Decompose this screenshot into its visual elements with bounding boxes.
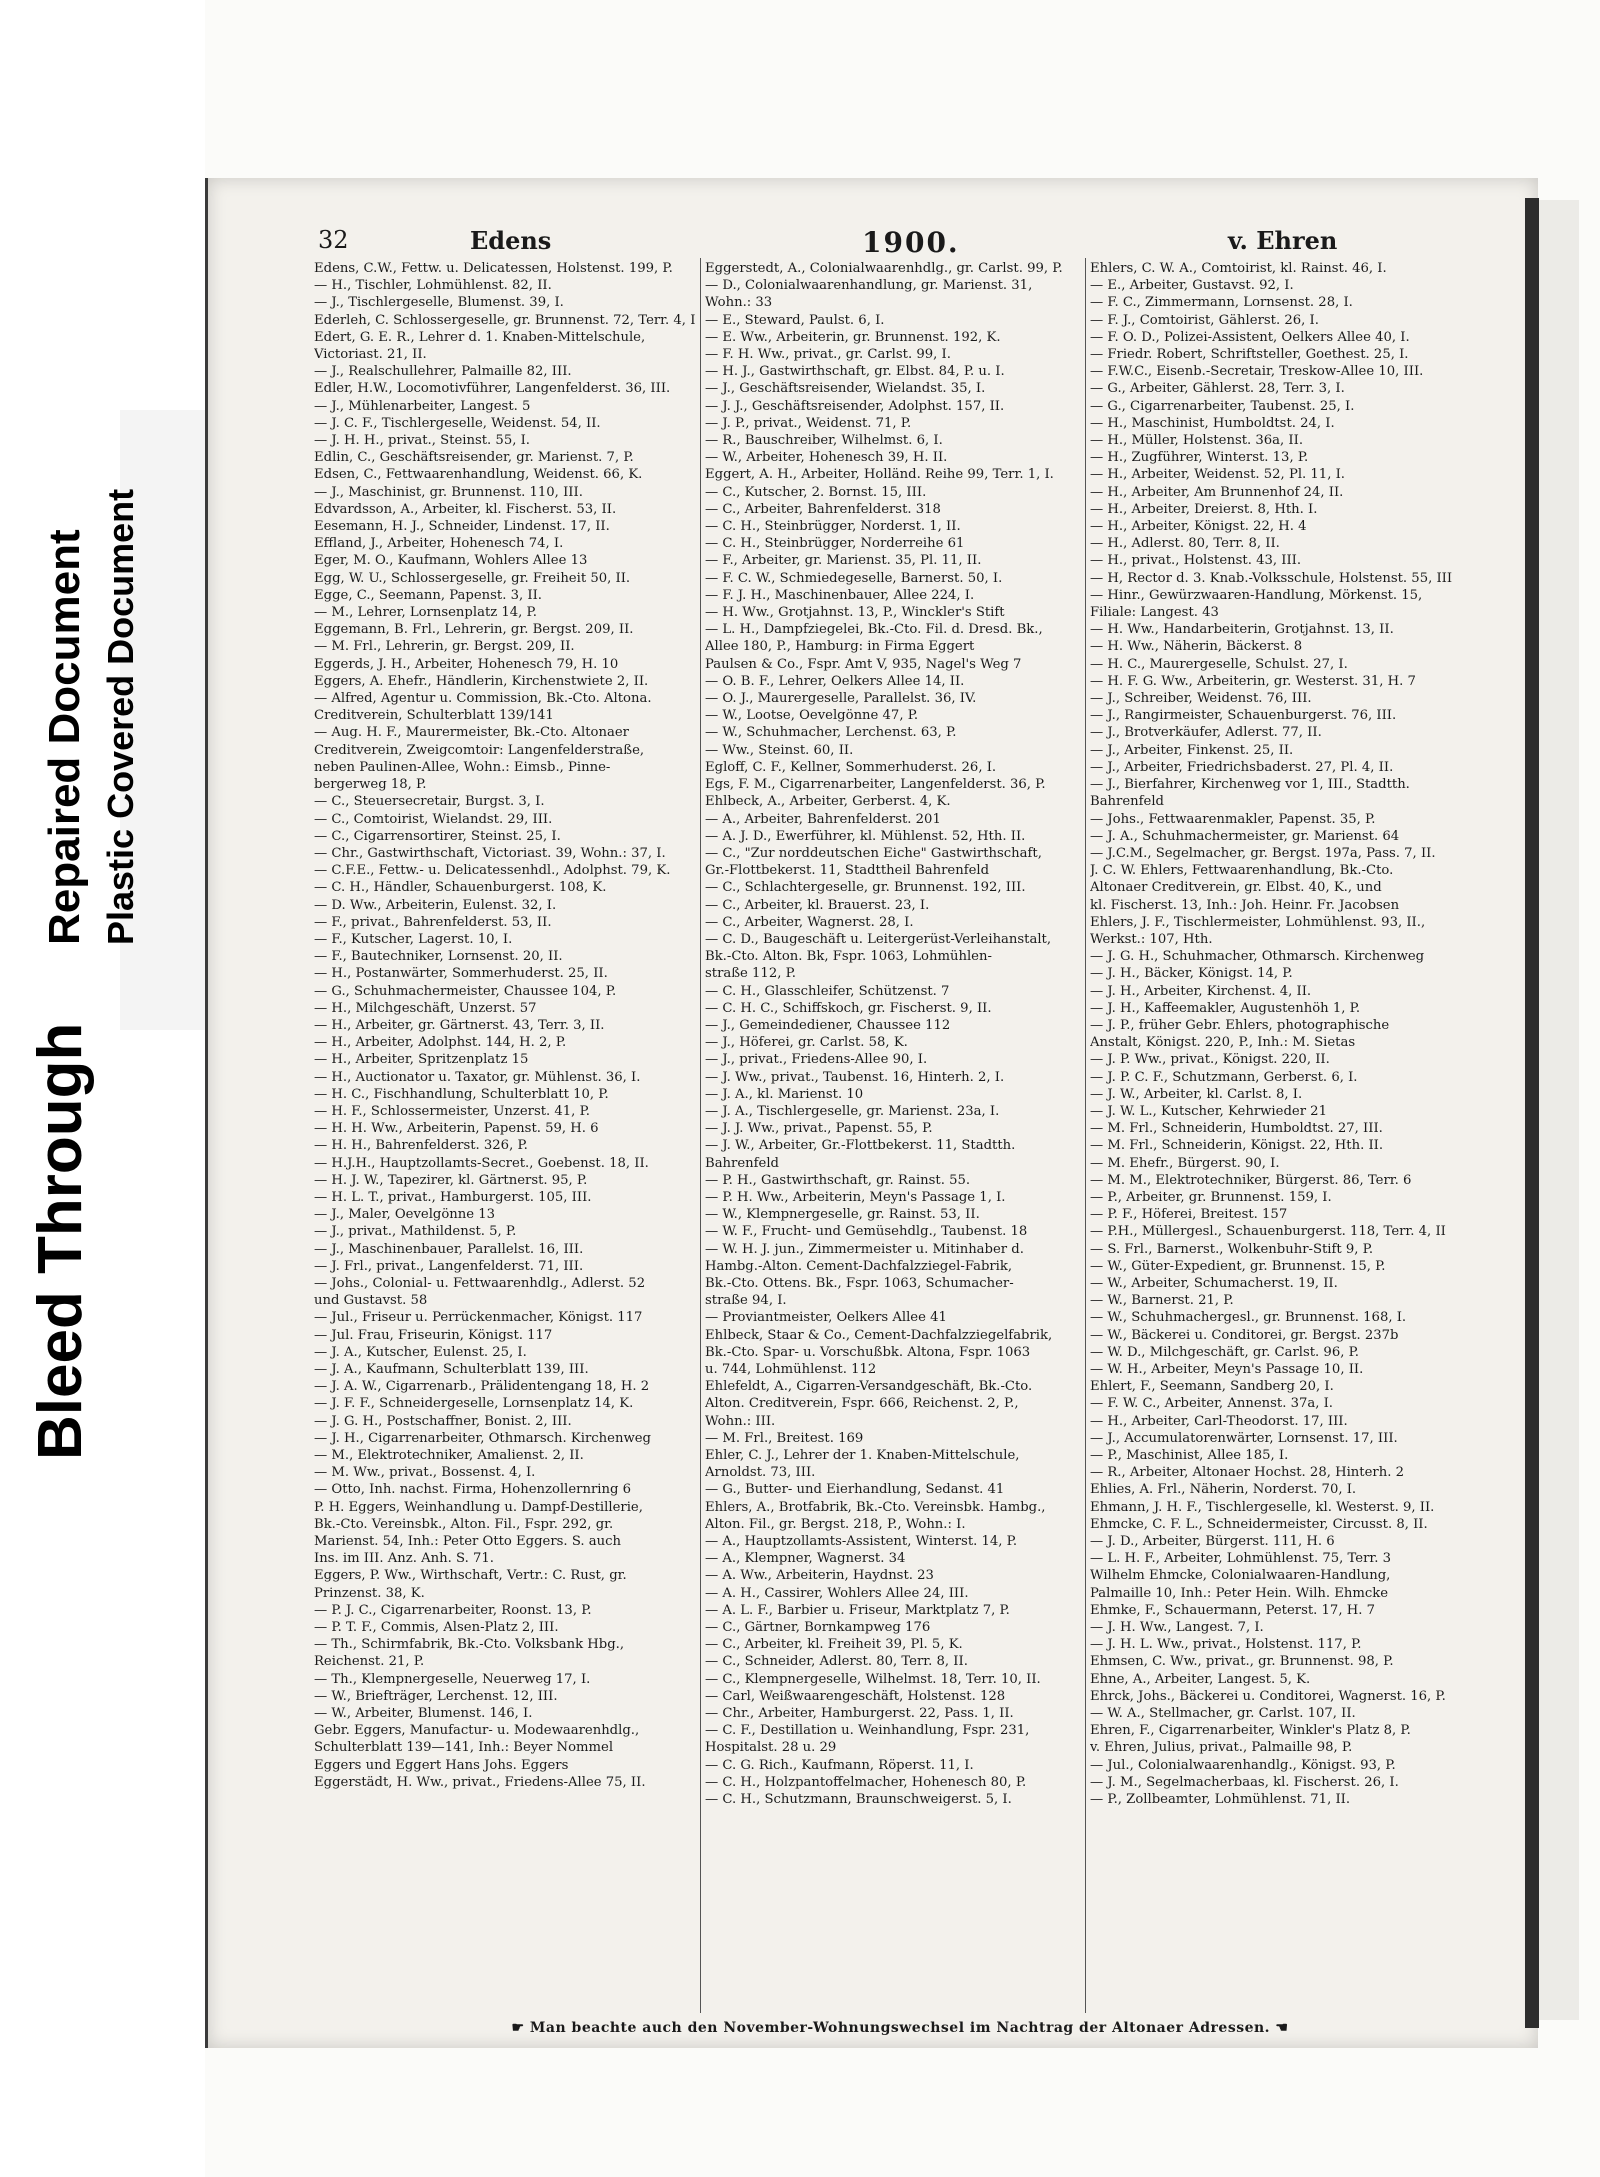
- directory-entry: — H., Müller, Holstenst. 36a, II.: [1090, 433, 1304, 449]
- directory-entry: Ehlbeck, Staar & Co., Cement-Dachfalzziegelfabrik,: [705, 1327, 1053, 1343]
- directory-entry: Ehler, C. J., Lehrer der 1. Knaben-Mittelschule,: [705, 1448, 1020, 1464]
- directory-entry: — J. H. H., privat., Steinst. 55, I.: [314, 433, 531, 449]
- directory-entry: — H., Arbeiter, Spritzenplatz 15: [314, 1052, 529, 1068]
- directory-entry: — S. Frl., Barnerst., Wolkenbuhr-Stift 9, P.: [1090, 1241, 1374, 1257]
- directory-entry: — C., Schneider, Adlerst. 80, Terr. 8, II.: [705, 1654, 968, 1670]
- directory-entry: — M. Frl., Schneiderin, Königst. 22, Hth. II.: [1090, 1138, 1384, 1154]
- directory-entry: — C., "Zur norddeutschen Eiche" Gastwirthschaft,: [705, 845, 1042, 861]
- directory-entry: Marienst. 54, Inh.: Peter Otto Eggers. S. auch: [314, 1534, 622, 1550]
- directory-entry: — M. Ww., privat., Bossenst. 4, I.: [314, 1465, 536, 1481]
- directory-entry: — W. H. J. jun., Zimmermeister u. Mitinhaber d.: [705, 1241, 1024, 1257]
- directory-entry: Altonaer Creditverein, gr. Elbst. 40, K., und: [1090, 880, 1382, 896]
- directory-entry: Egge, C., Seemann, Papenst. 3, II.: [314, 587, 542, 603]
- directory-entry: Ehmcke, C. F. L., Schneidermeister, Circusst. 8, II.: [1090, 1516, 1428, 1532]
- directory-entry: Ehmke, F., Schauermann, Peterst. 17, H. 7: [1090, 1602, 1375, 1618]
- directory-entry: — J., Arbeiter, Friedrichsbaderst. 27, Pl. 4, II.: [1090, 759, 1394, 775]
- directory-entry: — J., Maschinenbauer, Parallelst. 16, III.: [314, 1241, 584, 1257]
- directory-entry: Ehrck, Johs., Bäckerei u. Conditorei, Wagnerst. 16, P.: [1090, 1688, 1446, 1704]
- directory-entry: — J. A., Kaufmann, Schulterblatt 139, III.: [314, 1362, 589, 1377]
- directory-entry: — C., Steuersecretair, Burgst. 3, I.: [314, 794, 545, 810]
- directory-entry: — J. J. Ww., privat., Papenst. 55, P.: [705, 1121, 933, 1137]
- directory-entry: — C. G. Rich., Kaufmann, Röperst. 11, I.: [705, 1757, 974, 1773]
- directory-entry: — R., Bauschreiber, Wilhelmst. 6, I.: [705, 433, 943, 449]
- directory-entry: — Otto, Inh. nachst. Firma, Hohenzollernring 6: [314, 1482, 631, 1498]
- directory-entry: neben Paulinen-Allee, Wohn.: Eimsb., Pinne-: [314, 759, 611, 775]
- directory-entry: — F., Arbeiter, gr. Marienst. 35, Pl. 11, II.: [705, 553, 982, 569]
- directory-entry: — J. A., kl. Marienst. 10: [705, 1086, 864, 1102]
- directory-entry: — Th., Schirmfabrik, Bk.-Cto. Volksbank Hbg.,: [314, 1637, 625, 1653]
- directory-entry: — C., Arbeiter, kl. Brauerst. 23, I.: [705, 897, 930, 913]
- label-repaired-document: Repaired Document: [40, 529, 89, 945]
- directory-entry: — D., Colonialwaarenhandlung, gr. Marienst. 31,: [705, 278, 1033, 294]
- directory-entry: Ehlbeck, A., Arbeiter, Gerberst. 4, K.: [705, 794, 951, 810]
- directory-entry: Edsen, C., Fettwaarenhandlung, Weidenst. 66, K.: [314, 467, 643, 483]
- directory-entry: P. H. Eggers, Weinhandlung u. Dampf-Destillerie,: [314, 1499, 643, 1515]
- directory-entry: Bk.-Cto. Vereinsbk., Alton. Fil., Fspr. 292, gr.: [314, 1516, 614, 1532]
- directory-entry: — J.C.M., Segelmacher, gr. Bergst. 197a, Pass. 7, II.: [1090, 845, 1436, 861]
- directory-entry: — J. H., Arbeiter, Kirchenst. 4, II.: [1090, 983, 1312, 999]
- running-head-right: v. Ehren: [1228, 226, 1338, 255]
- directory-entry: — E., Steward, Paulst. 6, I.: [705, 312, 885, 328]
- directory-entry: — J. P., früher Gebr. Ehlers, photographische: [1090, 1017, 1390, 1033]
- directory-entry: — P. T. F., Commis, Alsen-Platz 2, III.: [314, 1620, 559, 1636]
- directory-entry: — W. H., Arbeiter, Meyn's Passage 10, II.: [1090, 1362, 1364, 1377]
- directory-entry: — J. W., Arbeiter, Gr.-Flottbekerst. 11, Stadtth.: [705, 1138, 1016, 1154]
- directory-entry: Wohn.: III.: [705, 1413, 776, 1429]
- directory-column-3: [1090, 260, 1490, 1808]
- directory-entry: Eggers, P. Ww., Wirthschaft, Vertr.: C. Rust, gr.: [314, 1568, 627, 1584]
- directory-entry: Ehmann, J. H. F., Tischlergeselle, kl. Westerst. 9, II.: [1090, 1499, 1435, 1515]
- directory-entry: — Jul. Frau, Friseurin, Königst. 117: [314, 1327, 553, 1343]
- directory-entry: — G., Arbeiter, Gählerst. 28, Terr. 3, I.: [1090, 381, 1345, 397]
- directory-entry: Werkst.: 107, Hth.: [1090, 931, 1213, 947]
- directory-entry: — J. M., Segelmacherbaas, kl. Fischerst. 26, I.: [1090, 1774, 1399, 1790]
- directory-entry: — C., Arbeiter, kl. Freiheit 39, Pl. 5, K.: [705, 1637, 963, 1653]
- directory-entry: — F., Bautechniker, Lornsenst. 20, II.: [314, 949, 563, 965]
- directory-entry: — J. F. F., Schneidergeselle, Lornsenplatz 14, K.: [314, 1396, 634, 1412]
- directory-entry: — J., privat., Mathildenst. 5, P.: [314, 1224, 517, 1240]
- directory-entry: Edvardsson, A., Arbeiter, kl. Fischerst. 53, II.: [314, 501, 617, 517]
- directory-entry: — J., Accumulatorenwärter, Lornsenst. 17, III.: [1090, 1430, 1398, 1446]
- directory-entry: Eggert, A. H., Arbeiter, Holländ. Reihe 99, Terr. 1, I.: [705, 467, 1054, 483]
- directory-entry: Alton. Fil., gr. Bergst. 218, P., Wohn.: I.: [705, 1516, 966, 1532]
- directory-entry: — P. H. Ww., Arbeiterin, Meyn's Passage 1, I.: [705, 1189, 1006, 1205]
- directory-entry: — L. H. F., Arbeiter, Lohmühlenst. 75, Terr. 3: [1090, 1551, 1392, 1567]
- directory-entry: — P. J. C., Cigarrenarbeiter, Roonst. 13, P.: [314, 1602, 592, 1618]
- directory-entry: — Alfred, Agentur u. Commission, Bk.-Cto. Altona.: [314, 691, 652, 707]
- page-number: 32: [318, 226, 349, 254]
- directory-entry: — M. M., Elektrotechniker, Bürgerst. 86, Terr. 6: [1090, 1172, 1412, 1188]
- directory-entry: Arnoldst. 73, III.: [705, 1465, 816, 1481]
- directory-entry: Ins. im III. Anz. Anh. S. 71.: [314, 1551, 494, 1567]
- directory-entry: — J. G. H., Postschaffner, Bonist. 2, III.: [314, 1413, 572, 1429]
- directory-entry: — A. H., Cassirer, Wohlers Allee 24, III.: [705, 1585, 969, 1601]
- directory-entry: — J. A., Schuhmachermeister, gr. Marienst. 64: [1090, 828, 1400, 844]
- directory-entry: — J. P. Ww., privat., Königst. 220, II.: [1090, 1052, 1330, 1068]
- directory-entry: — J. Frl., privat., Langenfelderst. 71, III.: [314, 1258, 584, 1274]
- directory-entry: — H. H., Bahrenfelderst. 326, P.: [314, 1138, 528, 1154]
- directory-entry: — M. Ehefr., Bürgerst. 90, I.: [1090, 1155, 1280, 1171]
- directory-entry: — J., Höferei, gr. Carlst. 58, K.: [705, 1035, 908, 1051]
- directory-entry: — Johs., Colonial- u. Fettwaarenhdlg., Adlerst. 52: [314, 1275, 646, 1291]
- directory-entry: — J., Mühlenarbeiter, Langest. 5: [314, 398, 531, 414]
- directory-entry: — W., Güter-Expedient, gr. Brunnenst. 15, P.: [1090, 1258, 1386, 1274]
- directory-column-1: [314, 260, 714, 1791]
- directory-entry: — J., Maschinist, gr. Brunnenst. 110, III.: [314, 484, 583, 500]
- directory-entry: — E. Ww., Arbeiterin, gr. Brunnenst. 192, K.: [705, 329, 1001, 345]
- directory-entry: — W., Bäckerei u. Conditorei, gr. Bergst. 237b: [1090, 1327, 1399, 1343]
- directory-entry: — E., Arbeiter, Gustavst. 92, I.: [1090, 278, 1294, 294]
- directory-entry: Ehlers, A., Brotfabrik, Bk.-Cto. Vereinsbk. Hambg.,: [705, 1499, 1046, 1515]
- directory-entry: — F. H. Ww., privat., gr. Carlst. 99, I.: [705, 347, 951, 363]
- directory-entry: — P.H., Müllergesl., Schauenburgerst. 118, Terr. 4, II: [1090, 1224, 1446, 1240]
- directory-entry: — Aug. H. F., Maurermeister, Bk.-Cto. Altonaer: [314, 725, 629, 741]
- directory-entry: — J., privat., Friedens-Allee 90, I.: [705, 1052, 928, 1068]
- directory-entry: — H. J. W., Tapezirer, kl. Gärtnerst. 95, P.: [314, 1172, 588, 1188]
- directory-entry: Alton. Creditverein, Fspr. 666, Reichenst. 2, P.,: [705, 1396, 1019, 1412]
- directory-entry: Filiale: Langest. 43: [1090, 605, 1219, 621]
- directory-entry: — H. F., Schlossermeister, Unzerst. 41, P.: [314, 1103, 590, 1119]
- directory-entry: — H., Arbeiter, Adolphst. 144, H. 2, P.: [314, 1035, 567, 1051]
- directory-entry: — Friedr. Robert, Schriftsteller, Goethest. 25, I.: [1090, 347, 1409, 363]
- directory-entry: — H., Arbeiter, gr. Gärtnerst. 43, Terr. 3, II.: [314, 1017, 605, 1033]
- directory-entry: Gr.-Flottbekerst. 11, Stadttheil Bahrenfeld: [705, 863, 990, 879]
- directory-entry: — G., Schuhmachermeister, Chaussee 104, P.: [314, 983, 617, 999]
- directory-entry: Ehlefeldt, A., Cigarren-Versandgeschäft, Bk.-Cto.: [705, 1379, 1033, 1395]
- directory-entry: Bahrenfeld: [1090, 794, 1164, 810]
- directory-entry: — J. P., privat., Weidenst. 71, P.: [705, 415, 912, 431]
- directory-entry: — A. Ww., Arbeiterin, Haydnst. 23: [705, 1568, 934, 1584]
- directory-entry: Bk.-Cto. Alton. Bk, Fspr. 1063, Lohmühlen-: [705, 949, 992, 965]
- directory-entry: — A., Klempner, Wagnerst. 34: [705, 1551, 906, 1567]
- directory-entry: — C., Arbeiter, Bahrenfelderst. 318: [705, 501, 941, 517]
- directory-entry: — W., Arbeiter, Blumenst. 146, I.: [314, 1706, 533, 1722]
- page-edge-shadow: [1525, 198, 1539, 2028]
- directory-entry: — J. H., Kaffeemakler, Augustenhöh 1, P.: [1090, 1000, 1361, 1016]
- directory-entry: — P., Zollbeamter, Lohmühlenst. 71, II.: [1090, 1792, 1351, 1808]
- directory-entry: — Chr., Gastwirthschaft, Victoriast. 39, Wohn.: 37, I.: [314, 845, 666, 861]
- directory-entry: — H., Maschinist, Humboldtst. 24, I.: [1090, 415, 1335, 431]
- directory-entry: — J. W. L., Kutscher, Kehrwieder 21: [1090, 1103, 1327, 1119]
- directory-entry: Egs, F. M., Cigarrenarbeiter, Langenfelderst. 36, P.: [705, 777, 1046, 793]
- directory-entry: Eggemann, B. Frl., Lehrerin, gr. Bergst. 209, II.: [314, 622, 634, 638]
- directory-entry: kl. Fischerst. 13, Inh.: Joh. Heinr. Fr. Jacobsen: [1090, 897, 1400, 913]
- directory-entry: — O. J., Maurergeselle, Parallelst. 36, IV.: [705, 691, 977, 707]
- directory-entry: bergerweg 18, P.: [314, 777, 427, 793]
- directory-entry: Hospitalst. 28 u. 29: [705, 1740, 837, 1756]
- directory-entry: — C., Comtoirist, Wielandst. 29, III.: [314, 811, 553, 827]
- directory-entry: Ehmsen, C. Ww., privat., gr. Brunnenst. 98, P.: [1090, 1654, 1394, 1670]
- directory-entry: — H., Arbeiter, Weidenst. 52, Pl. 11, I.: [1090, 467, 1345, 483]
- directory-entry: — C. H., Schutzmann, Braunschweigerst. 5, I.: [705, 1792, 1012, 1808]
- directory-entry: u. 744, Lohmühlenst. 112: [705, 1362, 877, 1377]
- directory-entry: — A. J. D., Ewerführer, kl. Mühlenst. 52, Hth. II.: [705, 828, 1026, 844]
- footer-notice: ☛ Man beachte auch den November-Wohnungswechsel im Nachtrag der Altonaer Adressen. ☚: [511, 2020, 1289, 2036]
- directory-entry: — C. D., Baugeschäft u. Leitergerüst-Verleihanstalt,: [705, 931, 1052, 947]
- directory-entry: — C., Schlachtergeselle, gr. Brunnenst. 192, III.: [705, 880, 1026, 896]
- directory-entry: — G., Cigarrenarbeiter, Taubenst. 25, I.: [1090, 398, 1355, 414]
- directory-entry: Ehlers, C. W. A., Comtoirist, kl. Rainst. 46, I.: [1090, 261, 1387, 276]
- label-plastic-covered-document: Plastic Covered Document: [100, 488, 141, 945]
- directory-entry: Gebr. Eggers, Manufactur- u. Modewaarenhdlg.,: [314, 1723, 640, 1739]
- directory-entry: Effland, J., Arbeiter, Hohenesch 74, I.: [314, 536, 564, 552]
- directory-entry: Egloff, C. F., Kellner, Sommerhuderst. 26, I.: [705, 759, 997, 775]
- directory-entry: — J. A. W., Cigarrenarb., Prälidentengang 18, H. 2: [314, 1379, 650, 1395]
- directory-entry: — H. C., Fischhandlung, Schulterblatt 10, P.: [314, 1086, 609, 1102]
- directory-entry: — H. Ww., Handarbeiterin, Grotjahnst. 13, II.: [1090, 622, 1394, 638]
- directory-entry: — H., Arbeiter, Am Brunnenhof 24, II.: [1090, 484, 1344, 500]
- directory-entry: — M. Frl., Schneiderin, Humboldtst. 27, III.: [1090, 1121, 1383, 1137]
- directory-entry: — J. H. L. Ww., privat., Holstenst. 117, P.: [1090, 1637, 1362, 1653]
- directory-entry: Reichenst. 21, P.: [314, 1654, 425, 1670]
- directory-entry: — J., Gemeindediener, Chaussee 112: [705, 1017, 951, 1033]
- directory-entry: straße 94, I.: [705, 1293, 787, 1309]
- running-head-year: 1900.: [862, 226, 960, 259]
- directory-entry: Victoriast. 21, II.: [314, 347, 427, 363]
- directory-entry: — H., Arbeiter, Königst. 22, H. 4: [1090, 519, 1307, 535]
- directory-entry: — W., Schuhmacher, Lerchenst. 63, P.: [705, 725, 957, 741]
- directory-entry: — J. A., Tischlergeselle, gr. Marienst. 23a, I.: [705, 1103, 1000, 1119]
- directory-entry: — W. A., Stellmacher, gr. Carlst. 107, II.: [1090, 1706, 1356, 1722]
- directory-entry: Schulterblatt 139—141, Inh.: Beyer Nommel: [314, 1740, 614, 1756]
- directory-entry: — H. H. Ww., Arbeiterin, Papenst. 59, H. 6: [314, 1121, 599, 1137]
- directory-entry: — H., Arbeiter, Dreierst. 8, Hth. I.: [1090, 501, 1318, 517]
- directory-entry: — W., Briefträger, Lerchenst. 12, III.: [314, 1688, 558, 1704]
- directory-entry: — F. C. W., Schmiedegeselle, Barnerst. 50, I.: [705, 570, 1003, 586]
- directory-entry: — H., Auctionator u. Taxator, gr. Mühlenst. 36, I.: [314, 1069, 641, 1085]
- directory-entry: — C. H., Steinbrügger, Norderreihe 61: [705, 536, 965, 552]
- directory-entry: — H., privat., Holstenst. 43, III.: [1090, 553, 1302, 569]
- directory-entry: — Carl, Weißwaarengeschäft, Holstenst. 128: [705, 1688, 1006, 1704]
- directory-entry: Eesemann, H. J., Schneider, Lindenst. 17, II.: [314, 519, 610, 535]
- directory-entry: — H.J.H., Hauptzollamts-Secret., Goebenst. 18, II.: [314, 1155, 649, 1171]
- directory-entry: — C., Klempnergeselle, Wilhelmst. 18, Terr. 10, II.: [705, 1671, 1041, 1687]
- directory-entry: — W. F., Frucht- und Gemüsehdlg., Taubenst. 18: [705, 1224, 1028, 1240]
- directory-entry: — C., Cigarrensortirer, Steinst. 25, I.: [314, 828, 561, 844]
- directory-entry: — F., Kutscher, Lagerst. 10, I.: [314, 931, 513, 947]
- directory-entry: — C. H., Glasschleifer, Schützenst. 7: [705, 983, 950, 999]
- directory-entry: — J., Brotverkäufer, Adlerst. 77, II.: [1090, 725, 1322, 741]
- directory-entry: — F., privat., Bahrenfelderst. 53, II.: [314, 914, 552, 930]
- directory-entry: Ehlert, F., Seemann, Sandberg 20, I.: [1090, 1379, 1334, 1395]
- directory-entry: Eggers, A. Ehefr., Händlerin, Kirchenstwiete 2, II.: [314, 673, 649, 689]
- directory-entry: Palmaille 10, Inh.: Peter Hein. Wilh. Ehmcke: [1090, 1585, 1389, 1601]
- directory-entry: Prinzenst. 38, K.: [314, 1585, 425, 1601]
- next-page-strip: [1539, 200, 1579, 2020]
- directory-entry: — H. F. G. Ww., Arbeiterin, gr. Westerst. 31, H. 7: [1090, 673, 1416, 689]
- directory-entry: — C.F.E., Fettw.- u. Delicatessenhdl., Adolphst. 79, K.: [314, 863, 671, 879]
- directory-entry: — Jul., Colonialwaarenhandlg., Königst. 93, P.: [1090, 1757, 1396, 1773]
- directory-entry: Edlin, C., Geschäftsreisender, gr. Marienst. 7, P.: [314, 450, 634, 466]
- directory-entry: straße 112, P.: [705, 966, 796, 982]
- directory-entry: Bk.-Cto. Ottens. Bk., Fspr. 1063, Schumacher-: [705, 1275, 1014, 1291]
- directory-entry: Paulsen & Co., Fspr. Amt V, 935, Nagel's Weg 7: [705, 656, 1022, 672]
- directory-entry: — P. F., Höferei, Breitest. 157: [1090, 1207, 1288, 1223]
- directory-entry: Eggerstedt, A., Colonialwaarenhdlg., gr. Carlst. 99, P.: [705, 261, 1063, 276]
- directory-entry: — C. H. C., Schiffskoch, gr. Fischerst. 9, II.: [705, 1000, 992, 1016]
- directory-entry: — J., Arbeiter, Finkenst. 25, II.: [1090, 742, 1294, 758]
- directory-entry: — H. C., Maurergeselle, Schulst. 27, I.: [1090, 656, 1348, 672]
- directory-entry: — R., Arbeiter, Altonaer Hochst. 28, Hinterh. 2: [1090, 1465, 1404, 1481]
- directory-entry: — J. J., Geschäftsreisender, Adolphst. 157, II.: [705, 398, 1005, 414]
- directory-entry: — M. Frl., Breitest. 169: [705, 1430, 864, 1446]
- label-bleed-through: Bleed Through: [26, 1022, 95, 1460]
- directory-entry: — C. H., Steinbrügger, Norderst. 1, II.: [705, 519, 961, 535]
- directory-entry: — J., Maler, Oevelgönne 13: [314, 1207, 496, 1223]
- directory-entry: — Chr., Arbeiter, Hamburgerst. 22, Pass. 1, II.: [705, 1706, 1014, 1722]
- directory-entry: Ehne, A., Arbeiter, Langest. 5, K.: [1090, 1671, 1311, 1687]
- directory-entry: — A., Arbeiter, Bahrenfelderst. 201: [705, 811, 941, 827]
- directory-entry: — P. H., Gastwirthschaft, gr. Rainst. 55.: [705, 1172, 971, 1188]
- directory-entry: — L. H., Dampfziegelei, Bk.-Cto. Fil. d. Dresd. Bk.,: [705, 622, 1043, 638]
- directory-entry: — W., Klempnergeselle, gr. Rainst. 53, II.: [705, 1207, 980, 1223]
- directory-entry: Anstalt, Königst. 220, P., Inh.: M. Sietas: [1090, 1035, 1356, 1051]
- directory-entry: — J., Bierfahrer, Kirchenweg vor 1, III., Stadtth.: [1090, 777, 1410, 793]
- directory-entry: Ederleh, C. Schlossergeselle, gr. Brunnenst. 72, Terr. 4, I: [314, 312, 696, 328]
- directory-entry: — P., Arbeiter, gr. Brunnenst. 159, I.: [1090, 1189, 1332, 1205]
- directory-entry: Eggers und Eggert Hans Johs. Eggers: [314, 1757, 569, 1773]
- directory-entry: — H, Rector d. 3. Knab.-Volksschule, Holstenst. 55, III: [1090, 570, 1453, 586]
- directory-entry: — M., Elektrotechniker, Amalienst. 2, II.: [314, 1448, 584, 1464]
- directory-entry: — O. B. F., Lehrer, Oelkers Allee 14, II.: [705, 673, 965, 689]
- directory-entry: — J. Ww., privat., Taubenst. 16, Hinterh. 2, I.: [705, 1069, 1005, 1085]
- directory-entry: — C., Arbeiter, Wagnerst. 28, I.: [705, 914, 914, 930]
- directory-entry: Wilhelm Ehmcke, Colonialwaaren-Handlung,: [1090, 1568, 1391, 1584]
- directory-entry: Ehlies, A. Frl., Näherin, Norderst. 70, I.: [1090, 1482, 1357, 1498]
- directory-entry: Egg, W. U., Schlossergeselle, gr. Freiheit 50, II.: [314, 570, 631, 586]
- directory-entry: Creditverein, Schulterblatt 139/141: [314, 708, 554, 724]
- directory-entry: — H. Ww., Näherin, Bäckerst. 8: [1090, 639, 1303, 655]
- directory-entry: Edert, G. E. R., Lehrer d. 1. Knaben-Mittelschule,: [314, 329, 646, 345]
- directory-entry: — J. C. F., Tischlergeselle, Weidenst. 54, II.: [314, 415, 601, 431]
- directory-entry: — D. Ww., Arbeiterin, Eulenst. 32, I.: [314, 897, 557, 913]
- directory-entry: — C. H., Händler, Schauenburgerst. 108, K.: [314, 880, 607, 896]
- directory-entry: Ehren, F., Cigarrenarbeiter, Winkler's Platz 8, P.: [1090, 1723, 1411, 1739]
- directory-entry: — J. H., Cigarrenarbeiter, Othmarsch. Kirchenweg: [314, 1430, 651, 1446]
- directory-entry: — F. J. H., Maschinenbauer, Allee 224, I.: [705, 587, 975, 603]
- directory-entry: — Johs., Fettwaarenmakler, Papenst. 35, P.: [1090, 811, 1376, 827]
- directory-entry: — Ww., Steinst. 60, II.: [705, 742, 854, 758]
- directory-column-2: [705, 260, 1105, 1808]
- directory-entry: — C., Kutscher, 2. Bornst. 15, III.: [705, 484, 927, 500]
- directory-entry: — W., Schuhmachergesl., gr. Brunnenst. 168, I.: [1090, 1310, 1407, 1326]
- directory-entry: — F.W.C., Eisenb.-Secretair, Treskow-Allee 10, III.: [1090, 364, 1424, 380]
- directory-entry: — W., Arbeiter, Schumacherst. 19, II.: [1090, 1275, 1338, 1291]
- directory-entry: — A., Hauptzollamts-Assistent, Winterst. 14, P.: [705, 1534, 1018, 1550]
- directory-entry: — H., Adlerst. 80, Terr. 8, II.: [1090, 536, 1280, 552]
- directory-entry: — W., Lootse, Oevelgönne 47, P.: [705, 708, 919, 724]
- directory-entry: — J. G. H., Schuhmacher, Othmarsch. Kirchenweg: [1090, 949, 1425, 965]
- directory-entry: — H., Postanwärter, Sommerhuderst. 25, II.: [314, 966, 608, 982]
- directory-entry: Eger, M. O., Kaufmann, Wohlers Allee 13: [314, 553, 588, 569]
- directory-entry: — Th., Klempnergeselle, Neuerweg 17, I.: [314, 1671, 591, 1687]
- directory-entry: — F. C., Zimmermann, Lornsenst. 28, I.: [1090, 295, 1353, 311]
- directory-entry: — F. J., Comtoirist, Gählerst. 26, I.: [1090, 312, 1319, 328]
- directory-entry: — J. P. C. F., Schutzmann, Gerberst. 6, I.: [1090, 1069, 1358, 1085]
- directory-entry: — C. H., Holzpantoffelmacher, Hohenesch 80, P.: [705, 1774, 1027, 1790]
- directory-entry: — H. Ww., Grotjahnst. 13, P., Winckler's Stift: [705, 605, 1005, 621]
- directory-entry: — H., Arbeiter, Carl-Theodorst. 17, III.: [1090, 1413, 1348, 1429]
- directory-entry: Wohn.: 33: [705, 295, 773, 311]
- directory-entry: — A. L. F., Barbier u. Friseur, Marktplatz 7, P.: [705, 1602, 1010, 1618]
- directory-entry: Eggerds, J. H., Arbeiter, Hohenesch 79, H. 10: [314, 656, 619, 672]
- directory-entry: — M. Frl., Lehrerin, gr. Bergst. 209, II.: [314, 639, 575, 655]
- directory-entry: Ehlers, J. F., Tischlermeister, Lohmühlenst. 93, II.,: [1090, 914, 1426, 930]
- directory-entry: — G., Butter- und Eierhandlung, Sedanst. 41: [705, 1482, 1005, 1498]
- directory-entry: Creditverein, Zweigcomtoir: Langenfelderstraße,: [314, 742, 645, 758]
- directory-entry: — W., Arbeiter, Hohenesch 39, H. II.: [705, 450, 948, 466]
- directory-entry: und Gustavst. 58: [314, 1293, 428, 1309]
- directory-entry: — H., Zugführer, Winterst. 13, P.: [1090, 450, 1309, 466]
- directory-entry: — J. H., Bäcker, Königst. 14, P.: [1090, 966, 1293, 982]
- running-head-left: Edens: [470, 226, 552, 255]
- directory-entry: J. C. W. Ehlers, Fettwaarenhandlung, Bk.-Cto.: [1090, 863, 1394, 879]
- directory-entry: — W., Barnerst. 21, P.: [1090, 1293, 1234, 1309]
- directory-entry: Bk.-Cto. Spar- u. Vorschußbk. Altona, Fspr. 1063: [705, 1344, 1031, 1360]
- directory-entry: Edler, H.W., Locomotivführer, Langenfelderst. 36, III.: [314, 381, 671, 397]
- directory-entry: — C., Gärtner, Bornkampweg 176: [705, 1620, 931, 1636]
- directory-entry: Edens, C.W., Fettw. u. Delicatessen, Holstenst. 199, P.: [314, 261, 673, 276]
- directory-entry: — J., Rangirmeister, Schauenburgerst. 76, III.: [1090, 708, 1397, 724]
- directory-entry: — M., Lehrer, Lornsenplatz 14, P.: [314, 605, 537, 621]
- directory-entry: Bahrenfeld: [705, 1155, 779, 1171]
- directory-entry: — C. F., Destillation u. Weinhandlung, Fspr. 231,: [705, 1723, 1030, 1739]
- directory-entry: — J. D., Arbeiter, Bürgerst. 111, H. 6: [1090, 1534, 1335, 1550]
- directory-entry: — J. W., Arbeiter, kl. Carlst. 8, I.: [1090, 1086, 1303, 1102]
- directory-entry: — W. D., Milchgeschäft, gr. Carlst. 96, P.: [1090, 1344, 1359, 1360]
- directory-entry: Hambg.-Alton. Cement-Dachfalzziegel-Fabrik,: [705, 1258, 1013, 1274]
- directory-entry: — J., Schreiber, Weidenst. 76, III.: [1090, 691, 1312, 707]
- directory-entry: — F. O. D., Polizei-Assistent, Oelkers Allee 40, I.: [1090, 329, 1410, 345]
- directory-entry: — J. A., Kutscher, Eulenst. 25, I.: [314, 1344, 527, 1360]
- directory-entry: — J. H. Ww., Langest. 7, I.: [1090, 1620, 1264, 1636]
- directory-entry: — J., Tischlergeselle, Blumenst. 39, I.: [314, 295, 564, 311]
- directory-entry: — H. L. T., privat., Hamburgerst. 105, III.: [314, 1189, 592, 1205]
- directory-entry: — Proviantmeister, Oelkers Allee 41: [705, 1310, 947, 1326]
- directory-entry: Allee 180, P., Hamburg: in Firma Eggert: [705, 639, 975, 655]
- directory-entry: — J., Realschullehrer, Palmaille 82, III.: [314, 364, 572, 380]
- directory-entry: v. Ehren, Julius, privat., Palmaille 98, P.: [1090, 1740, 1353, 1756]
- directory-entry: — F. W. C., Arbeiter, Annenst. 37a, I.: [1090, 1396, 1334, 1412]
- directory-entry: — Hinr., Gewürzwaaren-Handlung, Mörkenst. 15,: [1090, 587, 1423, 603]
- directory-entry: — H., Milchgeschäft, Unzerst. 57: [314, 1000, 537, 1016]
- directory-entry: — Jul., Friseur u. Perrückenmacher, Königst. 117: [314, 1310, 643, 1326]
- directory-entry: — H. J., Gastwirthschaft, gr. Elbst. 84, P. u. I.: [705, 364, 1005, 380]
- directory-entry: Eggerstädt, H. Ww., privat., Friedens-Allee 75, II.: [314, 1774, 646, 1790]
- directory-entry: — H., Tischler, Lohmühlenst. 82, II.: [314, 278, 552, 294]
- directory-entry: — P., Maschinist, Allee 185, I.: [1090, 1448, 1289, 1464]
- directory-entry: — J., Geschäftsreisender, Wielandst. 35, I.: [705, 381, 986, 397]
